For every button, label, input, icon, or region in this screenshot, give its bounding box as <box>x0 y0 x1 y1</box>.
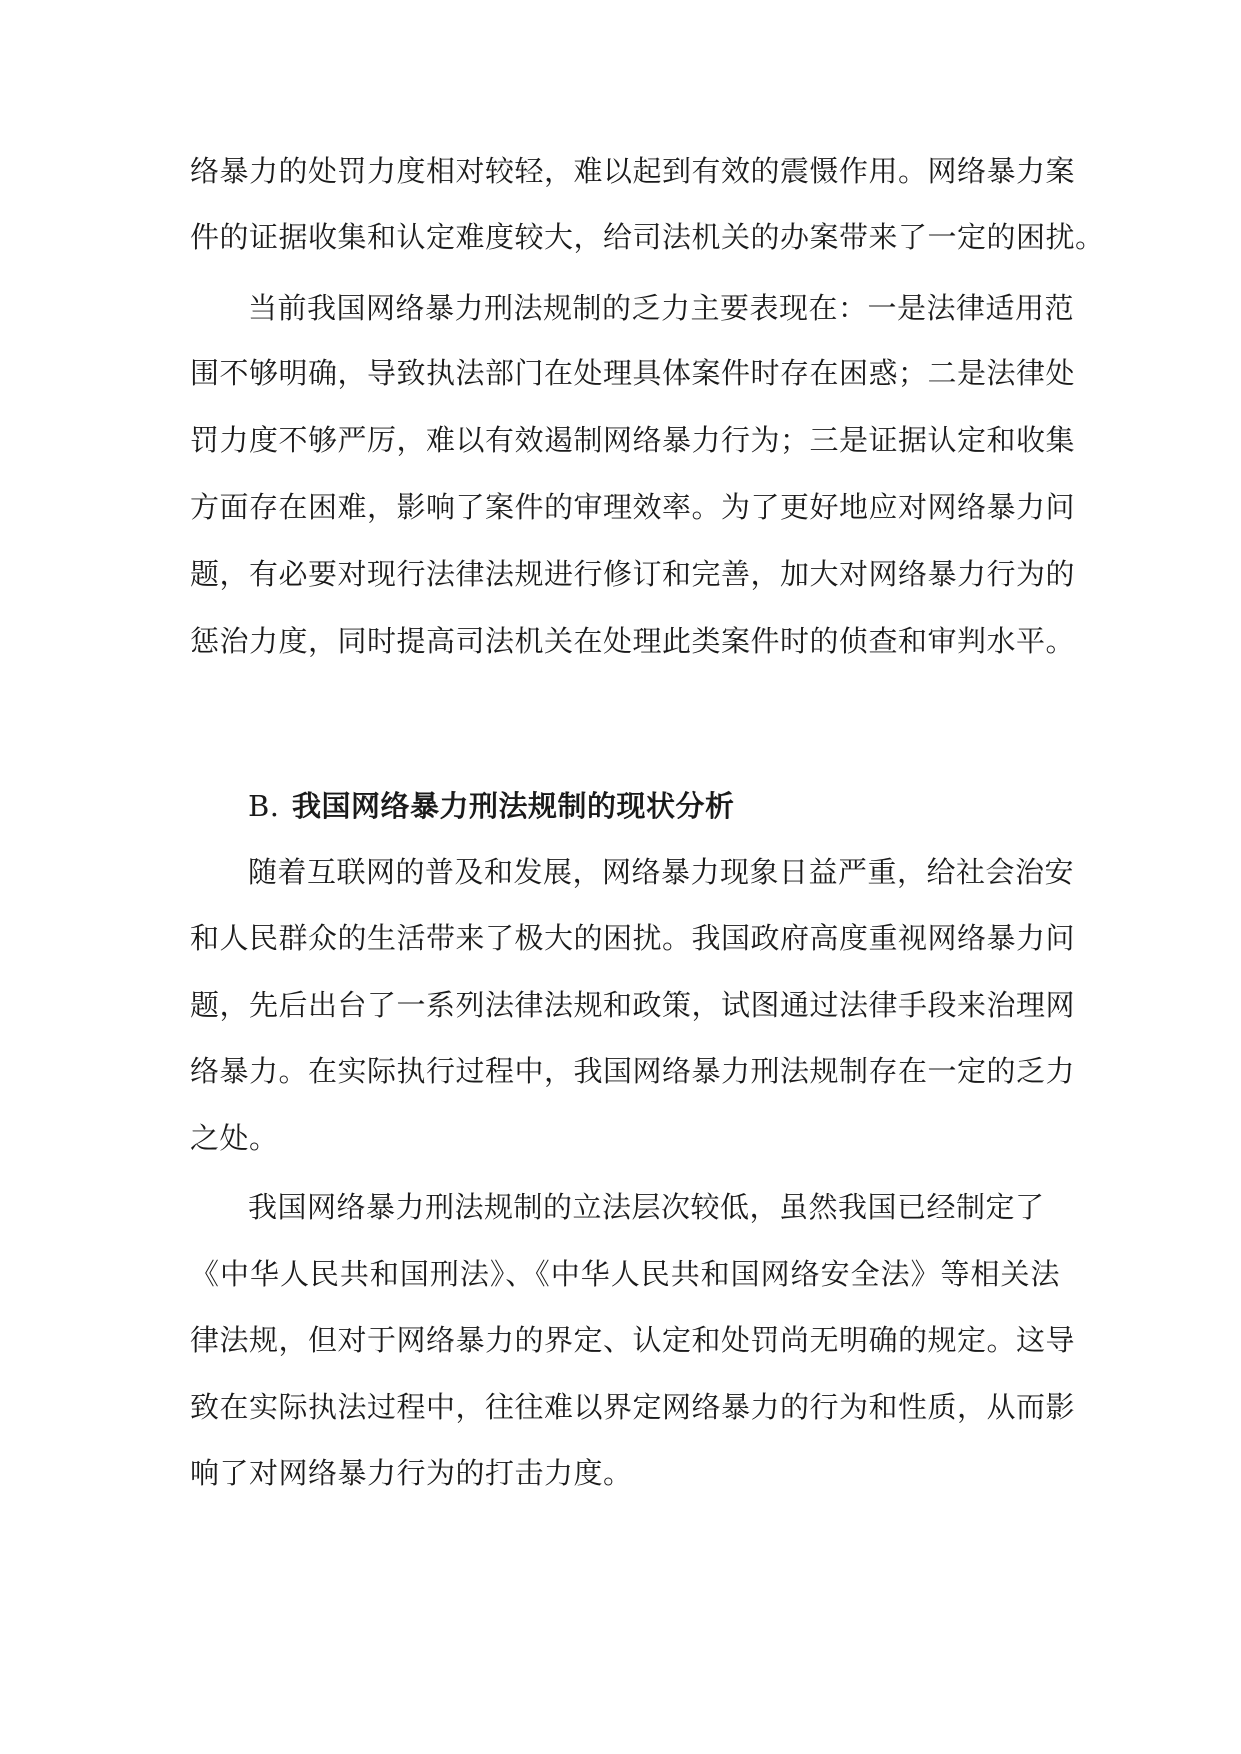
paragraph-line: 络暴力。在实际执行过程中，我国网络暴力刑法规制存在一定的乏力 <box>190 1054 1076 1088</box>
section-title: 我国网络暴力刑法规制的现状分析 <box>292 789 735 823</box>
paragraph-line: 致在实际执法过程中，往往难以界定网络暴力的行为和性质，从而影 <box>190 1390 1076 1424</box>
paragraph-line: 题，有必要对现行法律法规进行修订和完善，加大对网络暴力行为的 <box>190 557 1076 591</box>
paragraph-line: 随着互联网的普及和发展，网络暴力现象日益严重，给社会治安 <box>248 855 1075 889</box>
section-heading <box>248 786 735 826</box>
paragraph-line: 和人民群众的生活带来了极大的困扰。我国政府高度重视网络暴力问 <box>190 921 1076 955</box>
section-number: B. <box>248 789 280 823</box>
paragraph-line: 我国网络暴力刑法规制的立法层次较低，虽然我国已经制定了 <box>248 1190 1045 1224</box>
paragraph-line: 题，先后出台了一系列法律法规和政策，试图通过法律手段来治理网 <box>190 988 1076 1022</box>
paragraph-line: 件的证据收集和认定难度较大，给司法机关的办案带来了一定的困扰。 <box>190 220 1105 254</box>
paragraph-line: 当前我国网络暴力刑法规制的乏力主要表现在：一是法律适用范 <box>248 291 1075 325</box>
paragraph-line: 方面存在困难，影响了案件的审理效率。为了更好地应对网络暴力问 <box>190 490 1076 524</box>
paragraph-line: 《中华人民共和国刑法》、《中华人民共和国网络安全法》等相关法 <box>190 1257 1060 1291</box>
paragraph-line: 惩治力度，同时提高司法机关在处理此类案件时的侦查和审判水平。 <box>190 624 1076 658</box>
paragraph-line: 络暴力的处罚力度相对较轻，难以起到有效的震慑作用。网络暴力案 <box>190 154 1076 188</box>
paragraph-line: 响了对网络暴力行为的打击力度。 <box>190 1456 633 1490</box>
paragraph-line: 罚力度不够严厉，难以有效遏制网络暴力行为；三是证据认定和收集 <box>190 423 1076 457</box>
paragraph-line: 围不够明确，导致执法部门在处理具体案件时存在困惑；二是法律处 <box>190 356 1076 390</box>
paragraph-line: 律法规，但对于网络暴力的界定、认定和处罚尚无明确的规定。这导 <box>190 1323 1076 1357</box>
paragraph-line: 之处。 <box>190 1121 279 1155</box>
